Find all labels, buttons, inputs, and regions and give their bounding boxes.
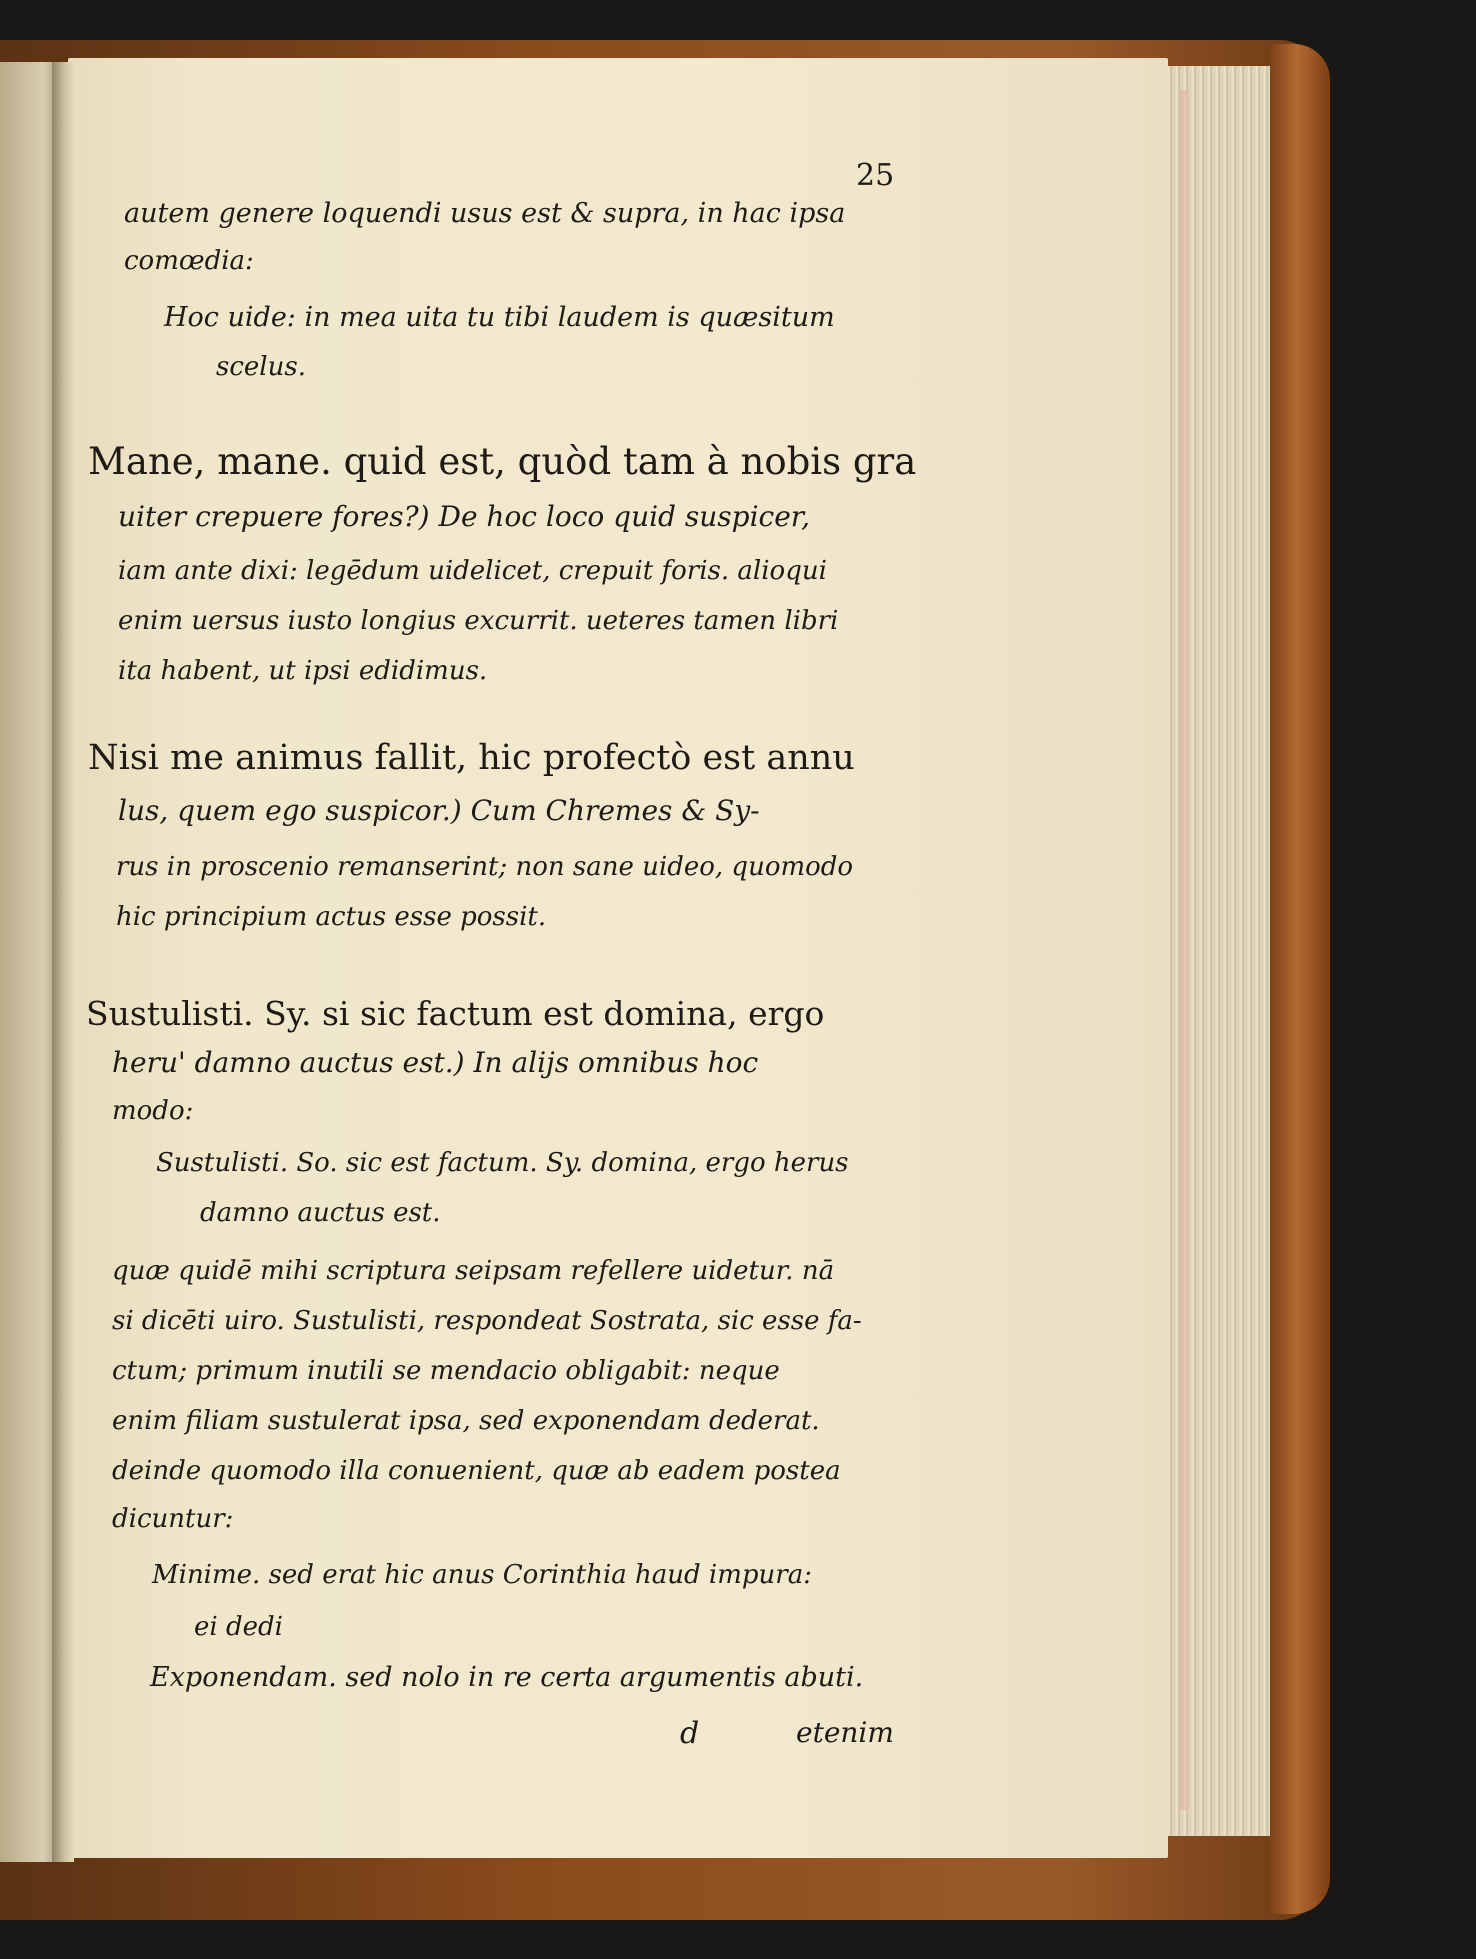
text-line: quæ quidē mihi scriptura seipsam refellere uidetur. nā — [112, 1256, 835, 1286]
text-line: comœdia: — [124, 246, 254, 276]
verse-line: scelus. — [216, 352, 306, 382]
page-number: 25 — [856, 158, 895, 193]
text-line: autem genere loquendi usus est & supra, in hac ipsa — [124, 198, 846, 229]
text-line: lus, quem ego suspicor.) Cum Chremes & Sy- — [118, 794, 760, 827]
verse-line: Minime. sed erat hic anus Corinthia haud impura: — [152, 1560, 812, 1590]
text-line: deinde quomodo illa conuenient, quæ ab eadem postea — [112, 1456, 841, 1486]
text-line: iam ante dixi: legēdum uidelicet, crepuit foris. alioqui — [118, 556, 827, 586]
verse-line: Exponendam. sed nolo in re certa argumentis abuti. — [150, 1662, 864, 1693]
lemma-line: Sustulisti. Sy. si sic factum est domina, ergo — [86, 994, 825, 1033]
text-line: rus in proscenio remanserint; non sane uideo, quomodo — [116, 852, 854, 882]
text-line: modo: — [112, 1096, 194, 1126]
text-line: ita habent, ut ipsi edidimus. — [118, 656, 488, 686]
signature-mark: d — [680, 1716, 700, 1751]
text-line: enim filiam sustulerat ipsa, sed exponendam dederat. — [112, 1406, 820, 1436]
text-line: heru' damno auctus est.) In alijs omnibus hoc — [112, 1046, 759, 1079]
verse-line: Hoc uide: in mea uita tu tibi laudem is quæsitum — [164, 302, 835, 333]
text-line: enim uersus iusto longius excurrit. ueteres tamen libri — [118, 606, 839, 636]
text-line: ctum; primum inutili se mendacio obligabit: neque — [112, 1356, 780, 1386]
verse-line: ei dedi — [194, 1612, 283, 1642]
text-line: dicuntur: — [112, 1504, 234, 1534]
lemma-line: Nisi me animus fallit, hic profectò est annu — [88, 738, 855, 778]
text-line: hic principium actus esse possit. — [116, 902, 547, 932]
text-line: si dicēti uiro. Sustulisti, respondeat Sostrata, sic esse fa- — [112, 1306, 862, 1336]
verse-line: damno auctus est. — [200, 1198, 441, 1228]
lemma-line: Mane, mane. quid est, quòd tam à nobis gra — [88, 440, 917, 483]
verse-line: Sustulisti. So. sic est factum. Sy. domina, ergo herus — [156, 1148, 849, 1178]
text-line: uiter crepuere fores?) De hoc loco quid suspicer, — [118, 500, 810, 533]
catchword: etenim — [796, 1716, 894, 1749]
